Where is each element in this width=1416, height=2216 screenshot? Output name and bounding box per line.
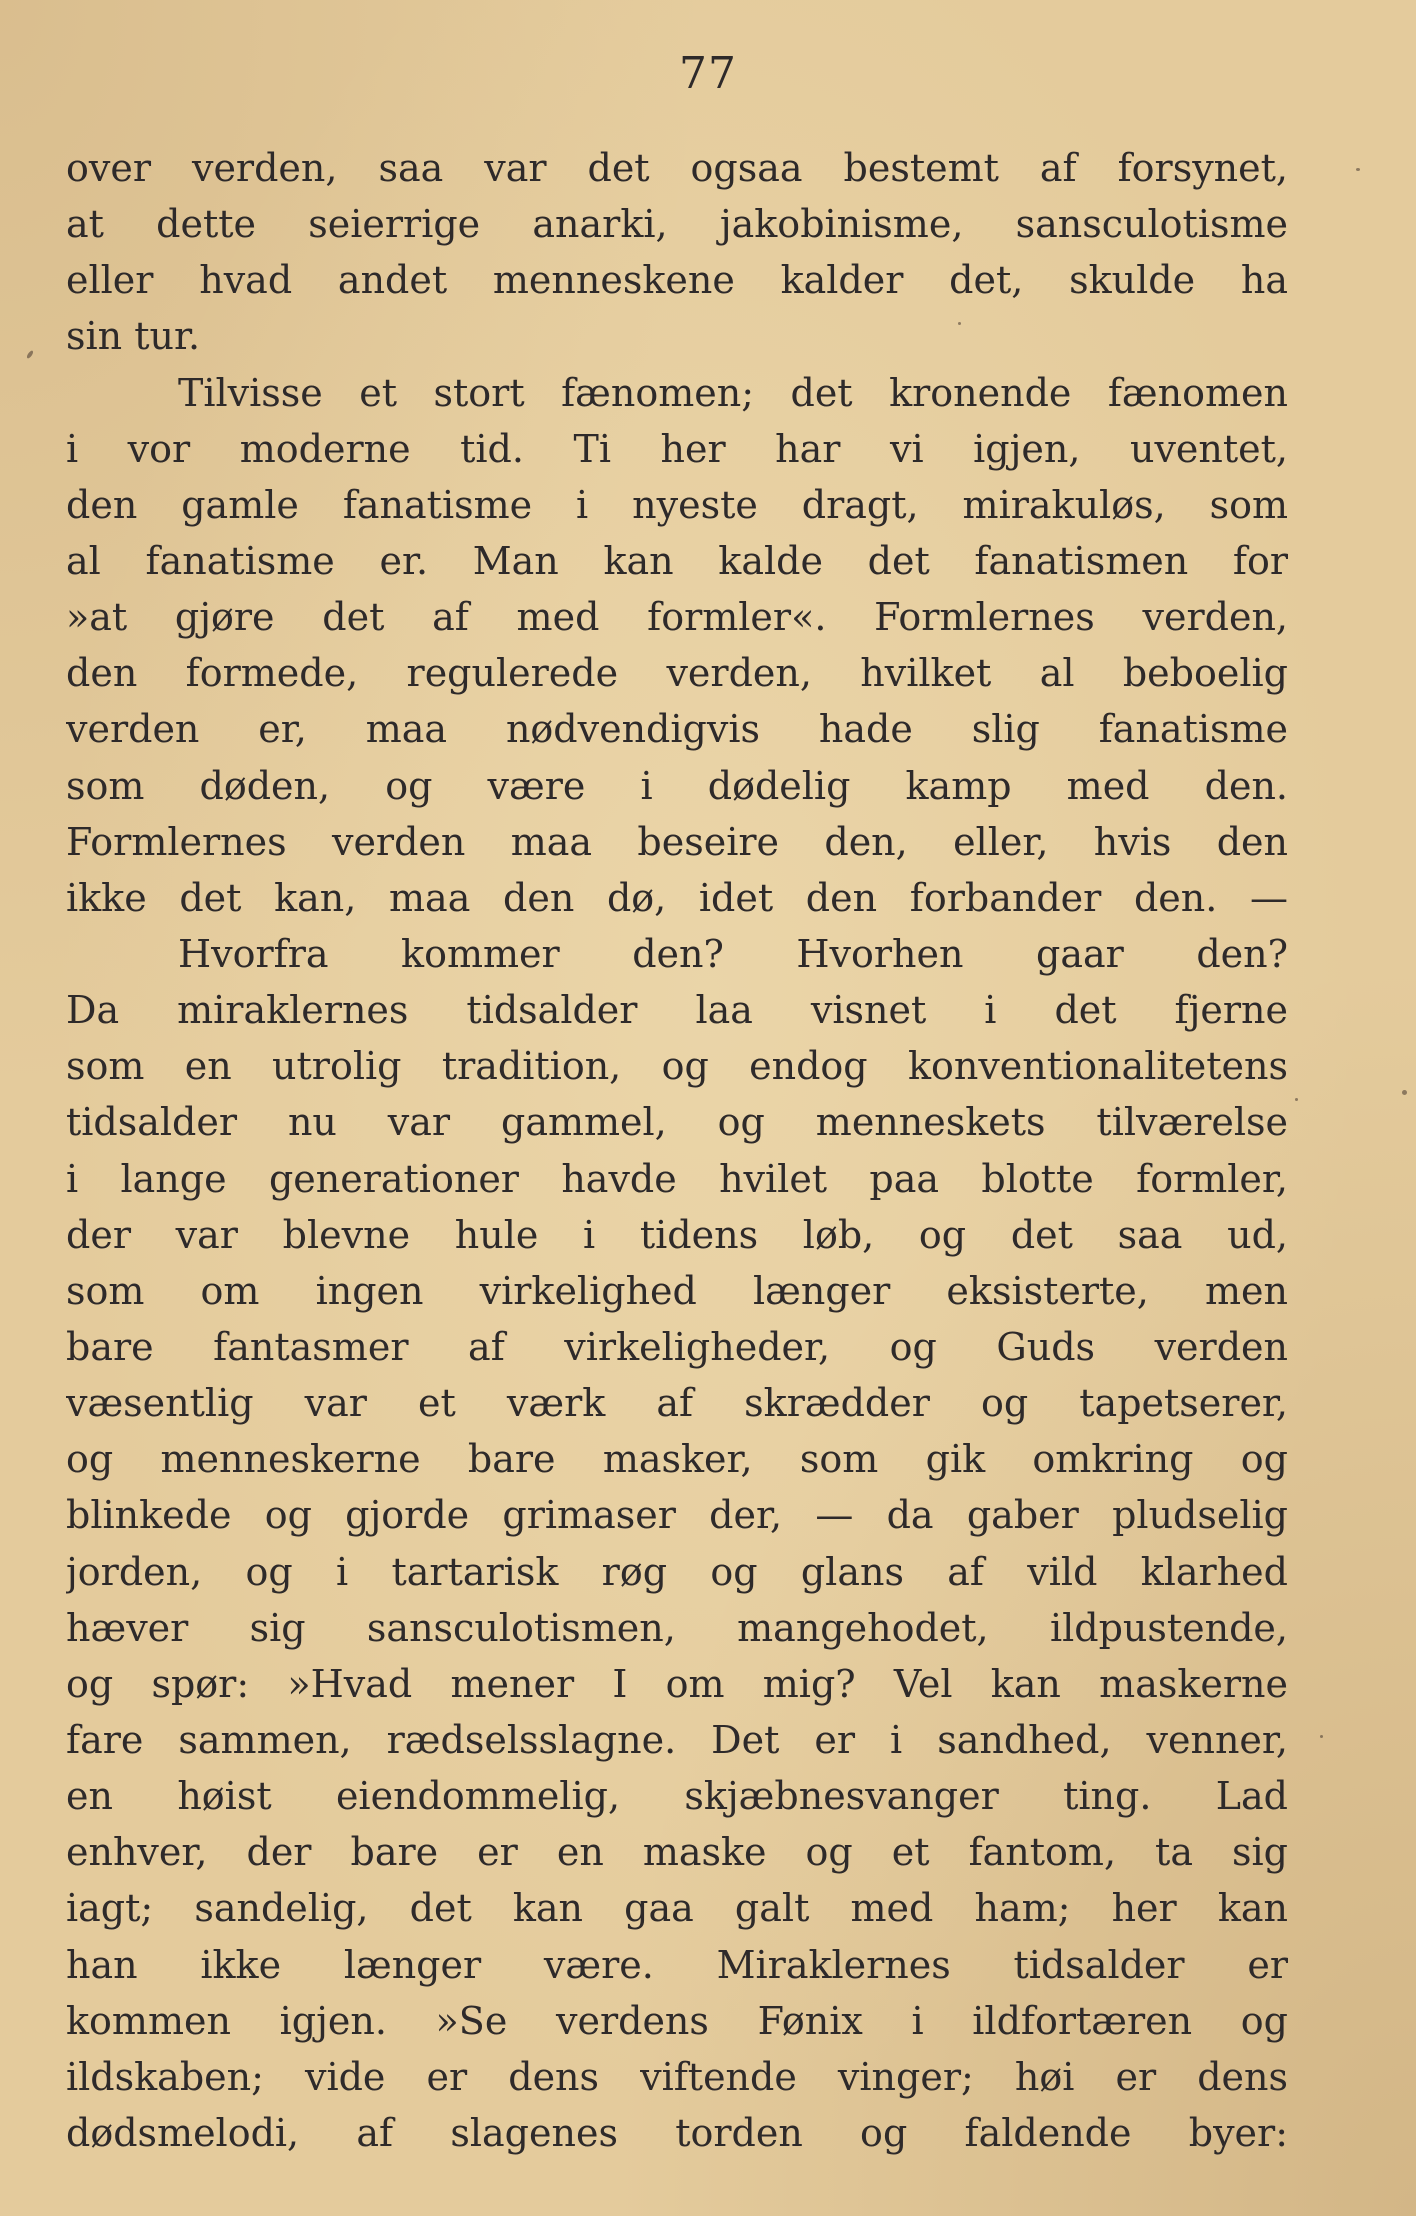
text-line: enhver, der bare er en maske og et fantom, ta sig <box>66 1830 1288 1875</box>
text-line: tidsalder nu var gammel, og menneskets tilværelse <box>66 1100 1288 1145</box>
paper-speck <box>26 350 34 360</box>
text-line: eller hvad andet menneskene kalder det, skulde ha <box>66 258 1288 303</box>
text-line: og spør: »Hvad mener I om mig? Vel kan maskerne <box>66 1661 1288 1706</box>
text-line: Formlernes verden maa beseire den, eller, hvis den <box>66 819 1288 864</box>
text-line: han ikke længer være. Miraklernes tidsalder er <box>66 1942 1288 1987</box>
text-line: dødsmelodi, af slagenes torden og faldende byer: <box>66 2110 1288 2155</box>
text-line: fare sammen, rædselsslagne. Det er i sandhed, venner, <box>66 1717 1288 1762</box>
text-line: Da miraklernes tidsalder laa visnet i det fjerne <box>66 988 1288 1033</box>
text-line: væsentlig var et værk af skrædder og tapetserer, <box>66 1381 1288 1426</box>
text-line: kommen igjen. »Se verdens Fønix i ildfortæren og <box>66 1998 1288 2043</box>
text-line: som en utrolig tradition, og endog konventionalitetens <box>66 1044 1288 1089</box>
text-line: verden er, maa nødvendigvis hade slig fanatisme <box>66 707 1288 752</box>
paper-speck <box>1356 168 1360 171</box>
paper-speck <box>1295 1098 1298 1101</box>
text-line: den gamle fanatisme i nyeste dragt, mirakuløs, som <box>66 482 1288 527</box>
text-line: ikke det kan, maa den dø, idet den forbander den. — <box>66 875 1288 920</box>
text-line: som om ingen virkelighed længer eksisterte, men <box>66 1268 1288 1313</box>
text-line: der var blevne hule i tidens løb, og det saa ud, <box>66 1212 1288 1257</box>
text-line: sin tur. <box>66 314 201 359</box>
text-line: at dette seierrige anarki, jakobinisme, sansculotisme <box>66 202 1288 247</box>
text-line: iagt; sandelig, det kan gaa galt med ham; her kan <box>66 1886 1288 1931</box>
text-line: »at gjøre det af med formler«. Formlernes verden, <box>66 595 1288 640</box>
text-line: bare fantasmer af virkeligheder, og Guds verden <box>66 1324 1288 1369</box>
text-line: i lange generationer havde hvilet paa blotte formler, <box>66 1156 1288 1201</box>
paper-speck <box>1402 1090 1407 1095</box>
text-line: over verden, saa var det ogsaa bestemt af forsynet, <box>66 146 1288 190</box>
text-line: blinkede og gjorde grimaser der, — da gaber pludselig <box>66 1493 1288 1538</box>
body-text <box>66 140 1288 2161</box>
page-number: 77 <box>679 48 737 99</box>
paper-speck <box>958 322 961 325</box>
text-line: i vor moderne tid. Ti her har vi igjen, uventet, <box>66 426 1288 471</box>
paper-speck <box>1320 1735 1323 1738</box>
text-line: som døden, og være i dødelig kamp med den. <box>66 763 1288 808</box>
text-line: den formede, regulerede verden, hvilket al beboelig <box>66 651 1288 696</box>
text-line: al fanatisme er. Man kan kalde det fanatismen for <box>66 538 1288 583</box>
text-line: og menneskerne bare masker, som gik omkring og <box>66 1437 1288 1482</box>
text-line: hæver sig sansculotismen, mangehodet, ildpustende, <box>66 1605 1288 1650</box>
text-line: en høist eiendommelig, skjæbnesvanger ting. Lad <box>66 1774 1288 1819</box>
text-line: jorden, og i tartarisk røg og glans af vild klarhed <box>66 1549 1288 1594</box>
text-line: Hvorfra kommer den? Hvorhen gaar den? <box>178 931 1288 976</box>
text-line: Tilvisse et stort fænomen; det kronende fænomen <box>178 370 1288 415</box>
text-line: ildskaben; vide er dens viftende vinger; høi er dens <box>66 2054 1288 2099</box>
